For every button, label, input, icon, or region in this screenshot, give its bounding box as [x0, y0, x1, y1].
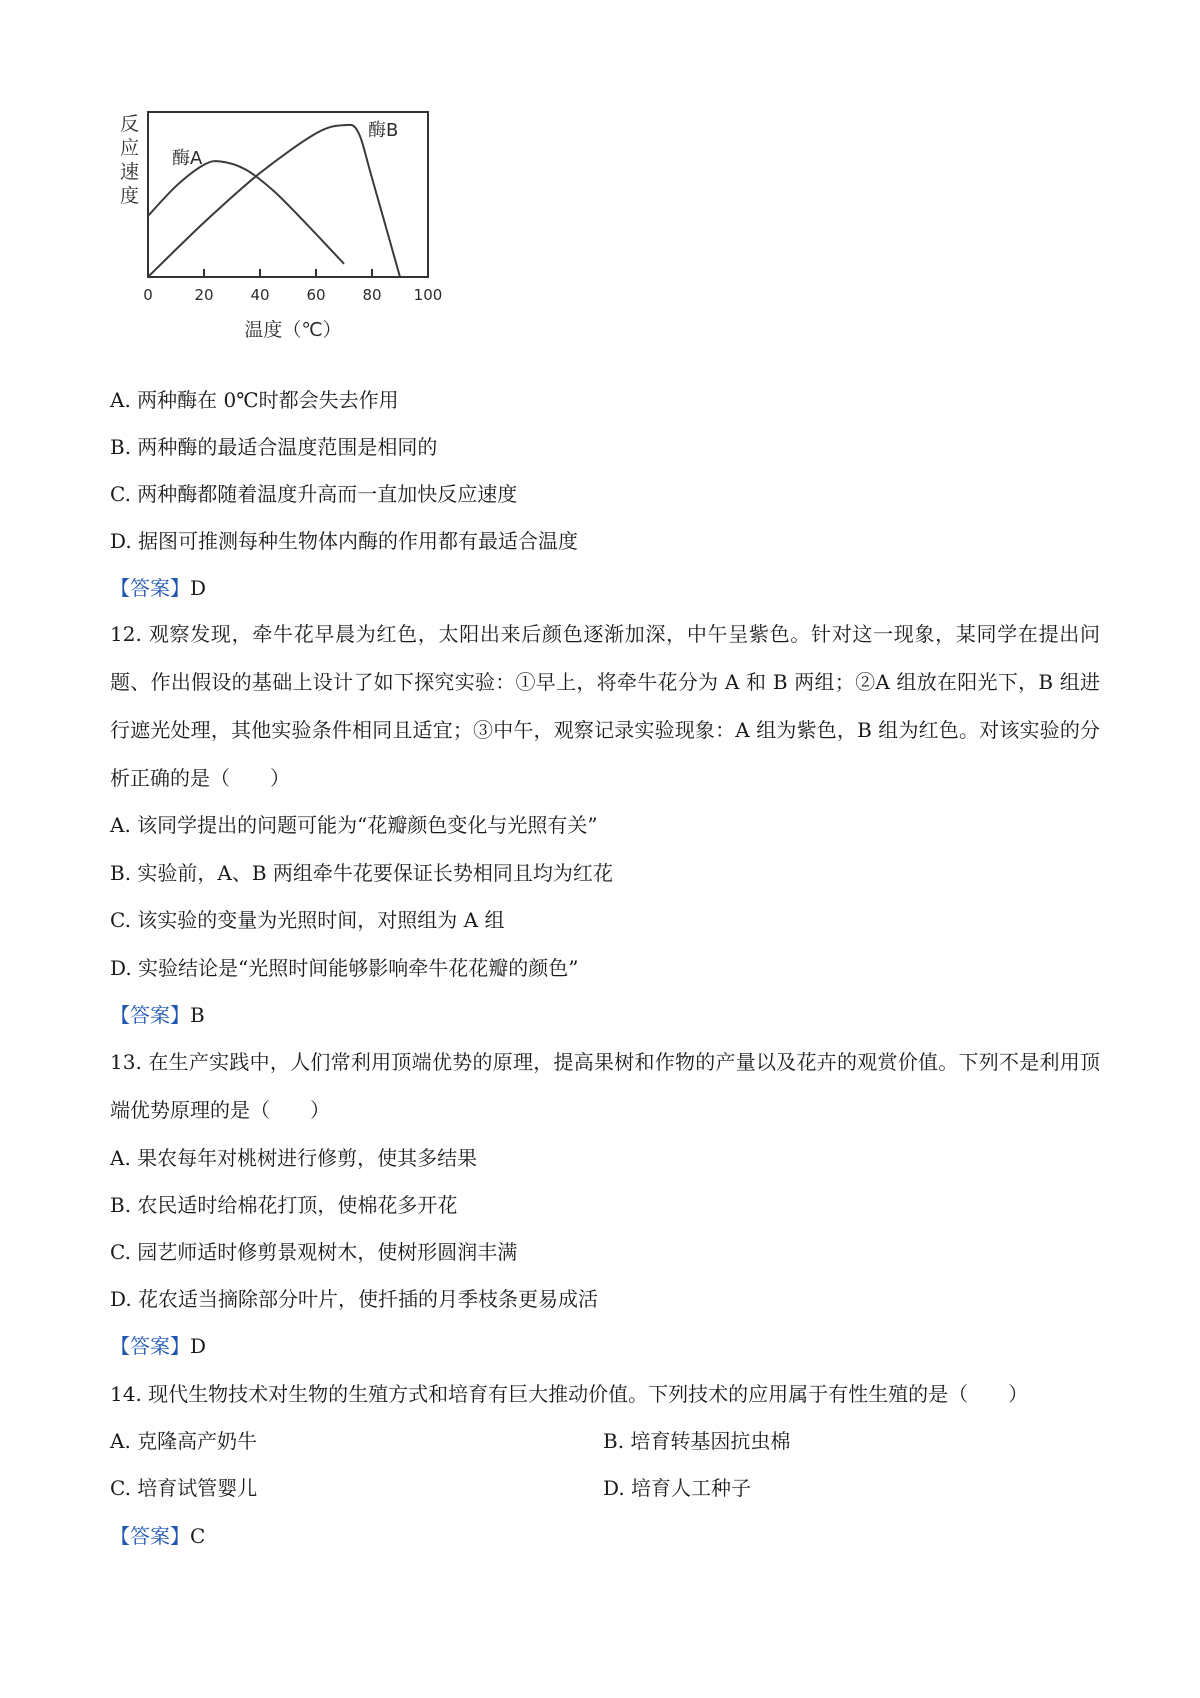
- y-label-char-3: 度: [120, 185, 140, 207]
- x-axis-label: 温度（℃）: [244, 319, 342, 341]
- q13-answer: [110, 1331, 206, 1361]
- q11-option-c: C. 两种酶都随着温度升高而一直加快反应速度: [110, 482, 518, 506]
- y-label-char-2: 速: [120, 161, 140, 183]
- q13-option-b: B. 农民适时给棉花打顶，使棉花多开花: [110, 1193, 458, 1217]
- q14-option-c: C. 培育试管婴儿: [110, 1476, 258, 1500]
- answer-value: B: [190, 1003, 205, 1027]
- answer-label: 【答案】: [110, 1524, 190, 1548]
- answer-value: C: [190, 1524, 206, 1548]
- curve-b-label: 酶B: [368, 120, 399, 141]
- x-tick-label-20: 20: [194, 286, 214, 304]
- q14-answer: [110, 1521, 205, 1551]
- q13-option-c: C. 园艺师适时修剪景观树木，使树形圆润丰满: [110, 1240, 518, 1264]
- q14-stem: 14. 现代生物技术对生物的生殖方式和培育有巨大推动价值。下列技术的应用属于有性生殖的是（ ）: [110, 1382, 1029, 1406]
- q11-answer: [110, 573, 206, 603]
- q13-stem: 13. 在生产实践中，人们常利用顶端优势的原理，提高果树和作物的产量以及花卉的观赏价值。下列不是利用顶端优势原理的是（ ）: [110, 1050, 1100, 1122]
- answer-label: 【答案】: [110, 1334, 190, 1358]
- x-tick-label-0: 0: [143, 286, 153, 304]
- q13-option-a: A. 果农每年对桃树进行修剪，使其多结果: [110, 1146, 478, 1170]
- x-tick-label-100: 100: [413, 286, 443, 304]
- answer-value: D: [190, 576, 207, 600]
- y-label-char-0: 反: [120, 113, 140, 135]
- x-tick-label-80: 80: [362, 286, 382, 304]
- q12-option-a: A. 该同学提出的问题可能为“花瓣颜色变化与光照有关”: [110, 813, 598, 837]
- enzyme-chart: [108, 108, 488, 368]
- q11-option-d: D. 据图可推测每种生物体内酶的作用都有最适合温度: [110, 529, 579, 553]
- y-label-char-1: 应: [120, 137, 140, 159]
- q12-option-d: D. 实验结论是“光照时间能够影响牵牛花花瓣的颜色”: [110, 956, 579, 980]
- q12-option-b: B. 实验前，A、B 两组牵牛花要保证长势相同且均为红花: [110, 861, 613, 885]
- curve-a-label: 酶A: [172, 148, 203, 169]
- q12-option-c: C. 该实验的变量为光照时间，对照组为 A 组: [110, 908, 505, 932]
- q14-option-b: B. 培育转基因抗虫棉: [603, 1429, 791, 1453]
- q14-option-d: D. 培育人工种子: [603, 1476, 752, 1500]
- answer-label: 【答案】: [110, 576, 190, 600]
- q12-answer: [110, 1000, 205, 1030]
- x-tick-label-60: 60: [306, 286, 326, 304]
- answer-label: 【答案】: [110, 1003, 190, 1027]
- q14-option-a: A. 克隆高产奶牛: [110, 1429, 258, 1453]
- x-tick-label-40: 40: [250, 286, 270, 304]
- q11-option-b: B. 两种酶的最适合温度范围是相同的: [110, 435, 438, 459]
- answer-value: D: [190, 1334, 207, 1358]
- q12-stem: 12. 观察发现，牵牛花早晨为红色，太阳出来后颜色逐渐加深，中午呈紫色。针对这一现象，某同学在提出问题、作出假设的基础上设计了如下探究实验：①早上，将牵牛花分为 A 和 B 两组；②A 组放在阳光下，B 组进行遮光处理，其他实验条件相同且适宜；③中午，观察记录实验现象：A 组为紫色，B 组为红色。对该实验的分析正确的是（ ）: [110, 622, 1100, 790]
- q11-option-a: A. 两种酶在 0℃时都会失去作用: [110, 388, 399, 412]
- q13-option-d: D. 花农适当摘除部分叶片，使扦插的月季枝条更易成活: [110, 1287, 599, 1311]
